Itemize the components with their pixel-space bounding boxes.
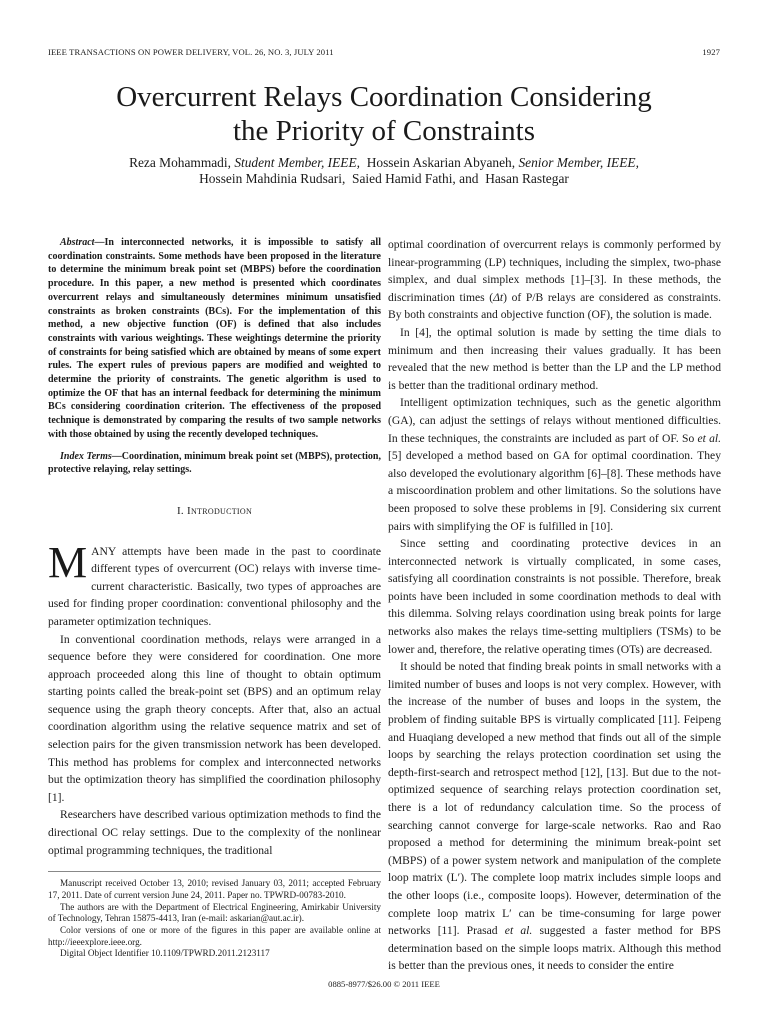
author-list (0, 155, 768, 187)
intro-paragraph-3: Researchers have described various optimization methods to find the directional OC relay settings. Due to the complexity of the nonlinear optimal programming techniques, the traditional (48, 808, 381, 857)
drop-cap: M (48, 537, 88, 587)
loop-matrix-symbol: L′ (450, 871, 461, 885)
authors-line-2 (0, 171, 768, 187)
running-header: IEEE TRANSACTIONS ON POWER DELIVERY, VOL. 26, NO. 3, JULY 2011 (48, 47, 334, 57)
footnote-affiliation: The authors are with the Department of Electrical Engineering, Amirkabir University of Technology, Tehran 15875-4413, Iran (e-mail: askarian@aut.ac.ir). (48, 901, 381, 924)
author-name: Hossein Askarian Abyaneh, (366, 155, 516, 170)
index-terms (48, 450, 381, 477)
section-heading-introduction: I. Introduction (176, 504, 253, 517)
right-paragraph-2: In [4], the optimal solution is made by setting the time dials to minimum and then increasing their values gradually. It has been revealed that the new method is better than the LP and the LP method is better than the traditional ordinary method. (388, 325, 721, 392)
abstract-label: Abstract (60, 237, 95, 248)
footnotes (48, 871, 381, 960)
author-conjunction: and (459, 171, 479, 186)
title-line-2: the Priority of Constraints (232, 115, 536, 147)
delta-t-symbol: Δt (493, 290, 504, 304)
intro-paragraph-1: MANY attempts have been made in the past to coordinate different types of overcurrent (OC) relays with inverse time-current characteristic. Basically, two types of approaches are used for finding proper coordination: conventional philosophy and the parameter optimization techniques. (48, 537, 381, 628)
loop-matrix-symbol: L′ (502, 906, 512, 920)
abstract-text: —In interconnected networks, it is impossible to satisfy all coordination constraints. Some methods have been proposed in the literature to determine the minimum break point set (MBPS) before the coordination procedure. In this paper, a new method is presented which coordinates overcurrent relays and simultaneously determines minimum unsatisfied constraints as broken constraints (BCs). For the implementation of this method, a new objective function (OF) is defined that also includes constraints with various weightings. These weightings determine the priority of constraints for being satisfied which are obtained by means of some expert rules. The expert rules of previous papers are modified and weighted to determine the priority of constraints. The genetic algorithm is used to optimize the OF that has an internal feedback for determining the minimum BCs considering coordination criterion. The effectiveness of the proposed technique is demonstrated by comparing the results of two sample networks with those obtained by using the recently developed techniques. (48, 237, 381, 440)
index-terms-label: Index Terms (60, 450, 112, 462)
author-name: Reza Mohammadi, (129, 155, 231, 170)
right-column (388, 236, 721, 975)
left-column (48, 236, 381, 960)
paper-title (0, 80, 768, 148)
page-number: 1927 (702, 47, 720, 57)
author-name: Saied Hamid Fathi, (352, 171, 456, 186)
page-footer: 0885-8977/$26.00 © 2011 IEEE (328, 979, 440, 989)
right-paragraph-4: Since setting and coordinating protective devices in an interconnected network is virtually complicated, in some cases, satisfying all coordination constraints is not possible. Therefore, break points have been included in some coordination methods to deal with this dilemma. Solving relays coordination using break points for large networks also makes the relays time-setting multipliers (TSMs) to be lower and, therefore, the relative operating times (OTs) are decreased. (388, 537, 721, 656)
right-paragraph-1: optimal coordination of overcurrent relays is commonly performed by linear-programming (LP) techniques, including the simplex, two-phase simplex, and dual simplex methods [1]–[3]. In these methods, the discrimination times (Δt) of P/B relays are considered as constraints. By both constraints and objective function (OF), the solution is made. (388, 238, 721, 322)
footnote-manuscript: Manuscript received October 13, 2010; revised January 03, 2011; accepted February 17, 2011. Date of current version June 24, 2011. Paper no. TPWRD-00783-2010. (48, 878, 381, 900)
right-paragraph-3: Intelligent optimization techniques, such as the genetic algorithm (GA), can adjust the settings of relays without mentioned difficulties. In these techniques, the constraints are included as part of OF. So et al. [5] developed a method based on GA for optimal coordination. They also developed the evolutionary algorithm [6]–[8]. These methods have a miscoordination problem and other limitations. So the solutions have been proposed to solve these problems in [9]. Considering six current pairs with simplifying the OF is fulfilled in [10]. (388, 396, 721, 533)
footnote-color: Color versions of one or more of the figures in this paper are available online at http://ieeexplore.ieee.org. (48, 925, 381, 947)
author-role: Student Member, IEEE, (234, 155, 360, 170)
author-name: Hossein Mahdinia Rudsari, (199, 171, 346, 186)
author-role: Senior Member, IEEE, (518, 155, 639, 170)
authors-line-1 (0, 155, 768, 171)
title-line-1: Overcurrent Relays Coordination Considering (116, 81, 652, 113)
index-terms-text: —Coordination, minimum break point set (MBPS), protection, protective relaying, relay settings. (48, 450, 381, 476)
right-paragraph-5: It should be noted that finding break points in small networks with a limited number of buses and loops is not very complex. However, with the increase of the number of buses and loops in the system, the problem of finding suitable BPS is virtually complicated [11]. Feipeng and Huaqiang developed a new method that finds out all of the simple loops by searching the relays protection coordination set using the depth-first-search and retrospect method [12], [13]. But due to the not-optimized sequence of searching relays protection coordination set, there is a lot of redundancy calculation time. So the process of searching cannot converge for large-scale networks. Rao and Rao proposed a method for determining the minimum break-point set (MBPS) of a power system network and manipulation of the complete loop matrix (L′). The complete loop matrix includes simple loops and the other loops (i.e., composite loops). However, determination of the complete loop matrix L′ can be time-consuming for large power networks [11]. Prasad et al. suggested a faster method for BPS determination based on the simple loops matrix. Although this method is better than the previous ones, it needs to consider the entire (388, 660, 721, 973)
footnote-doi: Digital Object Identifier 10.1109/TPWRD.2011.2123117 (60, 948, 270, 959)
abstract (48, 236, 381, 442)
author-name: Hasan Rastegar (485, 171, 569, 186)
intro-paragraph-2: In conventional coordination methods, relays were arranged in a sequence before they were considered for coordination. One more approach proceeded along this line of thought to obtain optimum starting points called the break-point set (BPS) and an optimum relay sequence using the graph theory concepts. After that, also an actual coordination algorithm using the relative sequence matrix and set of selection pairs for the given transmission network has been developed. This method has problems for complex and interconnected networks but the optimization theory has simplified the coordination philosophy [1]. (48, 632, 381, 804)
